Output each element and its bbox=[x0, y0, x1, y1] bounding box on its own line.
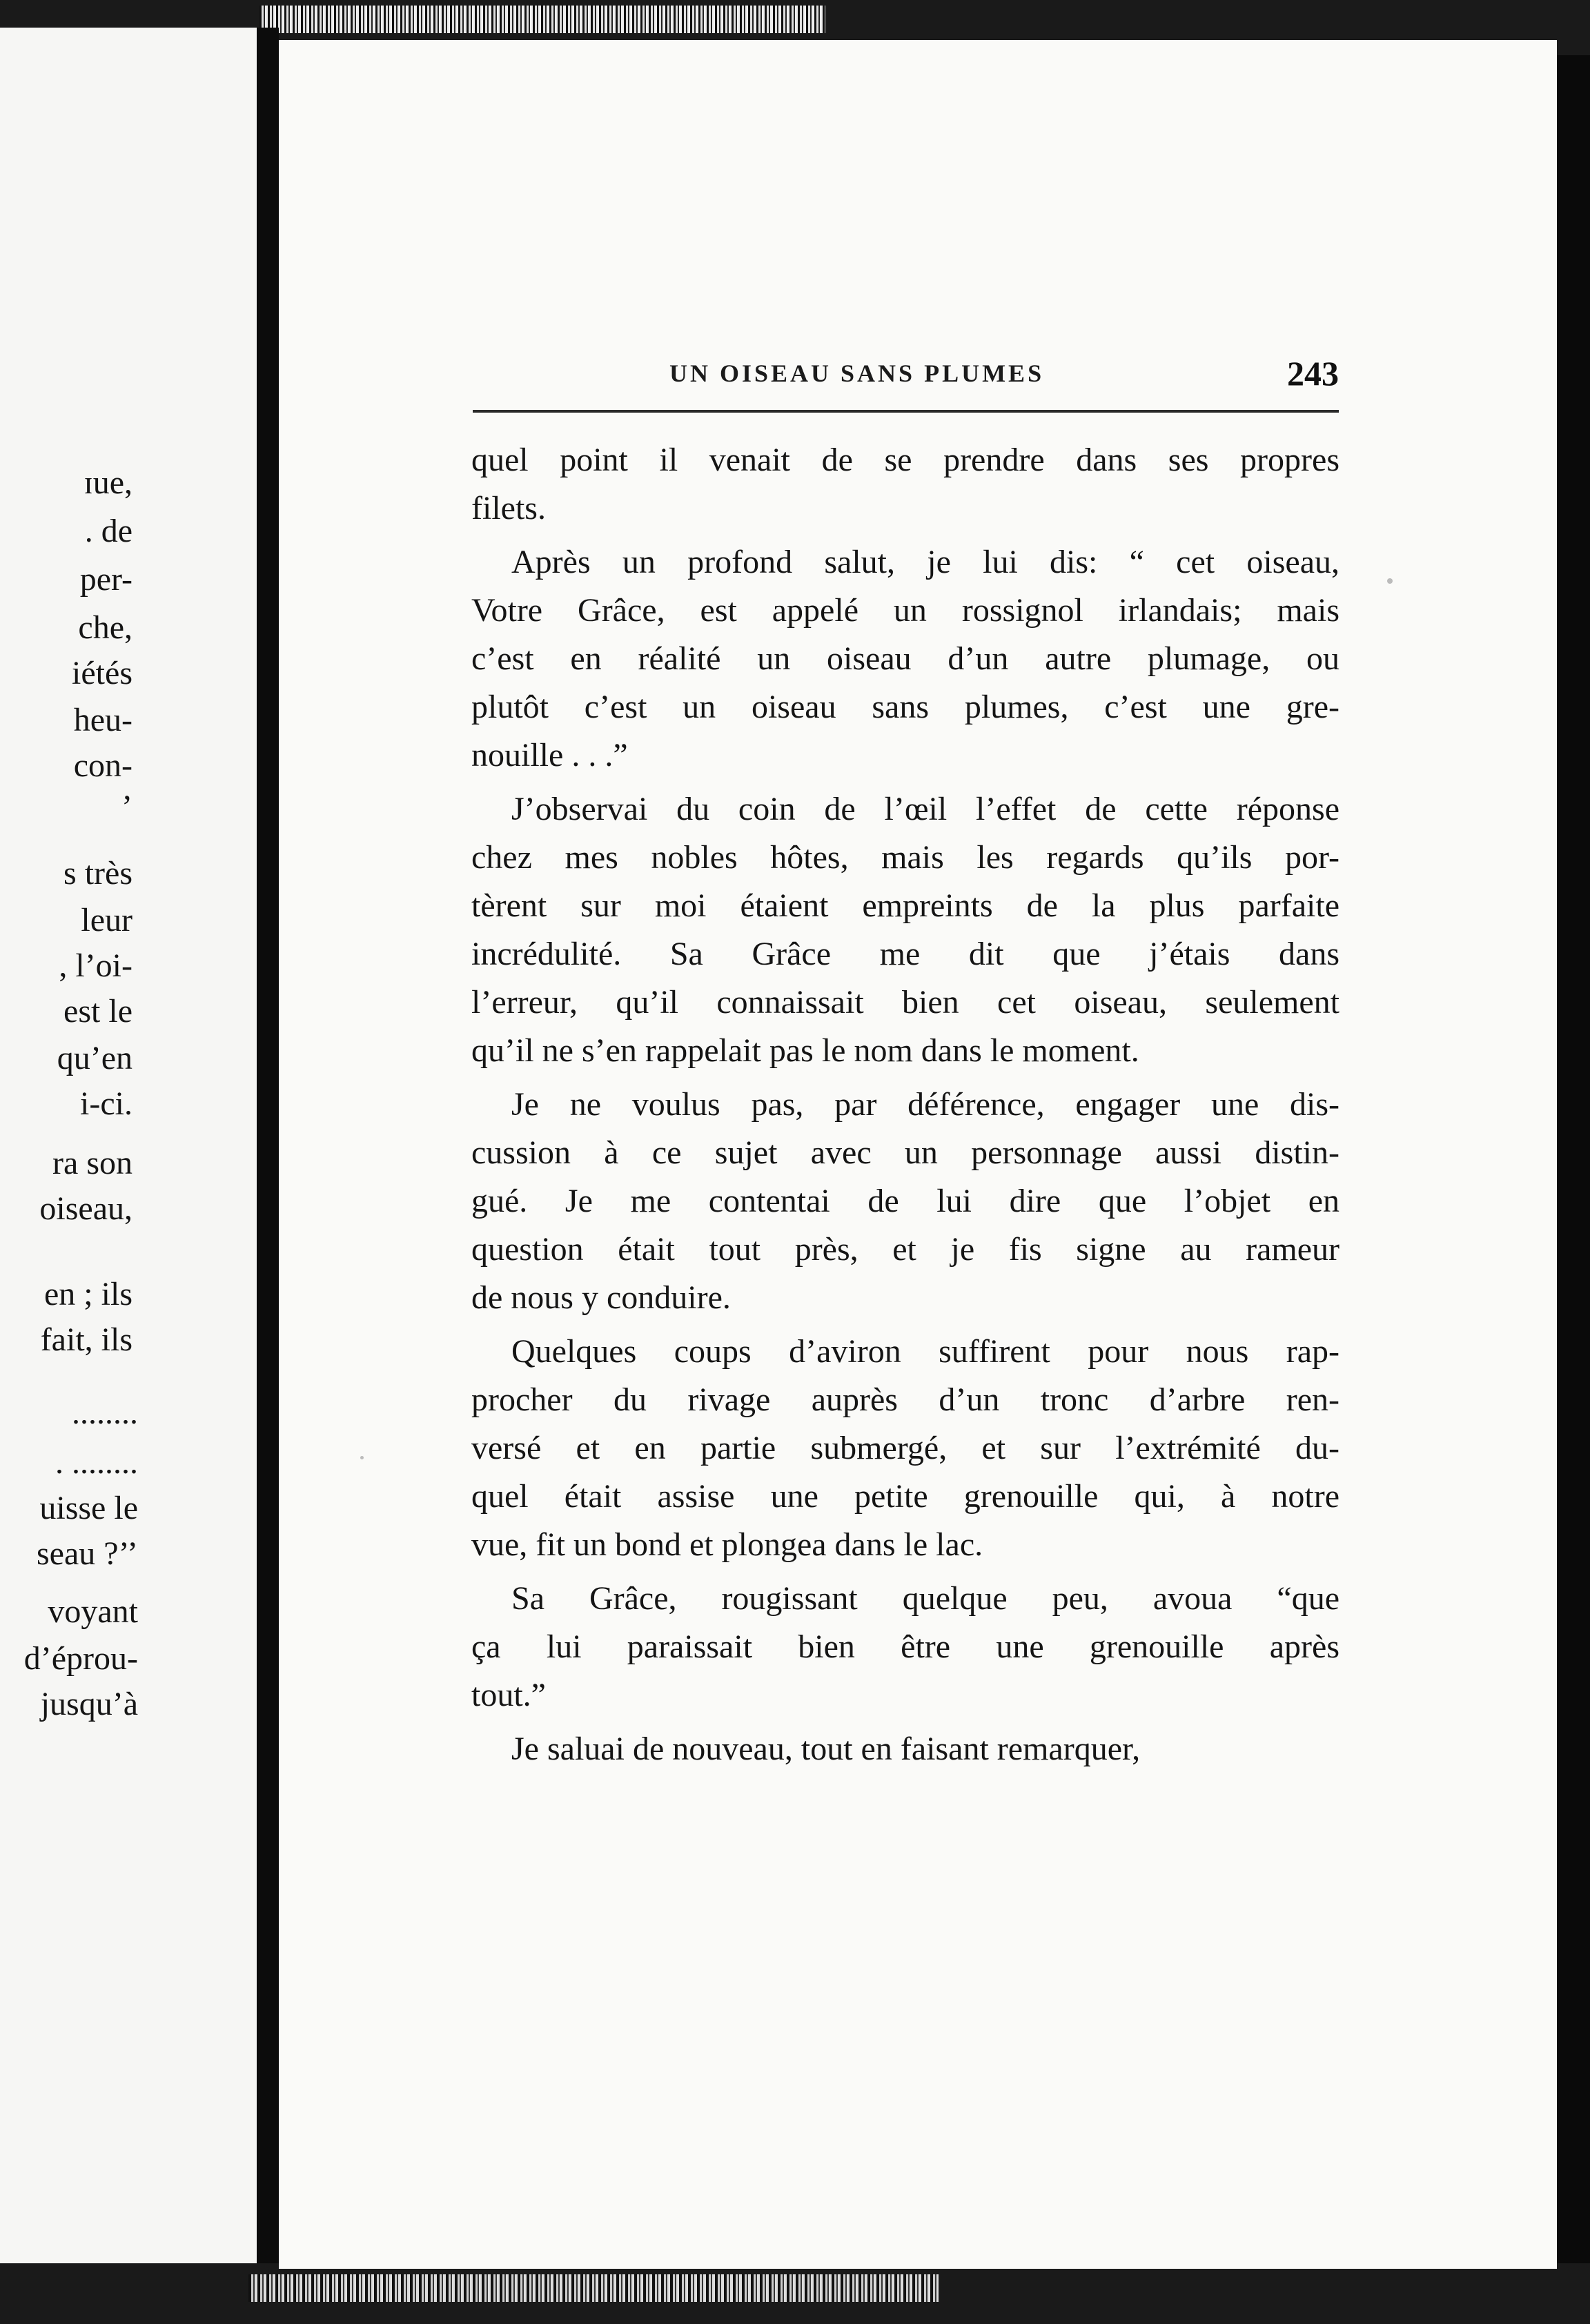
text-line: l’erreur, qu’il connaissait bien cet oiseau, seulement bbox=[471, 984, 1339, 1021]
left-page-fragment: ........ bbox=[72, 1395, 138, 1431]
text-line: vue, fit un bond et plongea dans le lac. bbox=[471, 1526, 983, 1563]
left-page-fragment: che, bbox=[78, 609, 132, 646]
header-rule bbox=[473, 410, 1339, 413]
text-line: qu’il ne s’en rappelait pas le nom dans le moment. bbox=[471, 1032, 1139, 1069]
paragraph bbox=[471, 436, 1339, 533]
text-line: de nous y conduire. bbox=[471, 1279, 731, 1316]
text-line: tèrent sur moi étaient empreints de la plus parfaite bbox=[471, 887, 1339, 924]
book-spine bbox=[257, 28, 279, 2263]
left-page-fragment: oiseau, bbox=[39, 1190, 132, 1227]
left-page-fragment: seau ?’’ bbox=[37, 1535, 138, 1572]
paragraph bbox=[471, 1081, 1339, 1322]
left-page-fragment: per- bbox=[79, 561, 132, 598]
paragraph bbox=[471, 785, 1339, 1075]
text-line: Votre Grâce, est appelé un rossignol irlandais; mais bbox=[471, 592, 1339, 629]
paragraph bbox=[471, 538, 1339, 780]
text-line: Après un profond salut, je lui dis: “ cet oiseau, bbox=[511, 544, 1339, 580]
scan-speck bbox=[1387, 578, 1393, 584]
text-line: procher du rivage auprès d’un tronc d’arbre ren- bbox=[471, 1381, 1339, 1418]
text-line: J’observai du coin de l’œil l’effet de cette réponse bbox=[511, 791, 1339, 827]
text-line: filets. bbox=[471, 490, 546, 526]
page-number: 243 bbox=[1287, 354, 1339, 393]
text-line: incrédulité. Sa Grâce me dit que j’étais dans bbox=[471, 936, 1339, 972]
text-line: Je saluai de nouveau, tout en faisant remarquer, bbox=[511, 1731, 1141, 1767]
text-line: Je ne voulus pas, par déférence, engager une dis- bbox=[511, 1086, 1339, 1123]
left-page-fragment: i-ci. bbox=[80, 1085, 132, 1122]
paragraph bbox=[471, 1725, 1339, 1773]
left-page-fragment: iétés bbox=[72, 655, 132, 691]
scan-bottom-edge bbox=[248, 2274, 939, 2302]
text-line: Quelques coups d’aviron suffirent pour nous rap- bbox=[511, 1333, 1339, 1370]
text-line: gué. Je me contentai de lui dire que l’objet en bbox=[471, 1183, 1339, 1219]
left-page-fragment: est le bbox=[63, 993, 132, 1030]
text-line: question était tout près, et je fis signe au rameur bbox=[471, 1231, 1339, 1268]
left-page-fragment: s très bbox=[63, 855, 132, 892]
page-header bbox=[473, 353, 1339, 395]
left-page-fragment: en ; ils bbox=[44, 1276, 132, 1312]
text-line: quel était assise une petite grenouille qui, à notre bbox=[471, 1478, 1339, 1515]
body-text bbox=[471, 436, 1339, 1779]
scan-speck bbox=[360, 1456, 364, 1459]
left-page-fragment: d’éprou- bbox=[23, 1640, 138, 1677]
scan-right-edge bbox=[1557, 55, 1590, 2263]
left-page-fragment: ɪue, bbox=[84, 464, 132, 501]
left-page bbox=[0, 28, 276, 2263]
left-page-fragment: leur bbox=[81, 902, 132, 938]
left-page-fragment: voyant bbox=[48, 1593, 138, 1630]
left-page-fragment: jusqu’à bbox=[40, 1686, 138, 1722]
left-page-fragment: uisse le bbox=[39, 1490, 138, 1526]
text-line: versé et en partie submergé, et sur l’extrémité du- bbox=[471, 1430, 1339, 1466]
left-page-fragment: con- bbox=[73, 747, 132, 784]
text-line: cussion à ce sujet avec un personnage aussi distin- bbox=[471, 1134, 1339, 1171]
text-line: ça lui paraissait bien être une grenouille après bbox=[471, 1628, 1339, 1665]
text-line: chez mes nobles hôtes, mais les regards qu’ils por- bbox=[471, 839, 1339, 876]
left-page-fragment: . ........ bbox=[55, 1444, 138, 1481]
scan-top-edge bbox=[259, 6, 825, 33]
left-page-fragment: . de bbox=[84, 513, 132, 549]
text-line: nouille . . .” bbox=[471, 737, 628, 774]
text-line: tout.” bbox=[471, 1677, 546, 1713]
paragraph bbox=[471, 1328, 1339, 1569]
text-line: quel point il venait de se prendre dans ses propres bbox=[471, 442, 1339, 478]
text-line: plutôt c’est un oiseau sans plumes, c’est une gre- bbox=[471, 689, 1339, 725]
left-page-fragment: ’ bbox=[121, 789, 132, 825]
paragraph bbox=[471, 1575, 1339, 1720]
left-page-fragment: ra son bbox=[52, 1145, 132, 1181]
running-title: UN OISEAU SANS PLUMES bbox=[669, 360, 1045, 387]
text-line: c’est en réalité un oiseau d’un autre plumage, ou bbox=[471, 640, 1339, 677]
left-page-fragment: heu- bbox=[73, 702, 132, 738]
left-page-fragment: qu’en bbox=[57, 1040, 132, 1076]
text-line: Sa Grâce, rougissant quelque peu, avoua “que bbox=[511, 1580, 1339, 1617]
left-page-fragment: fait, ils bbox=[40, 1321, 132, 1358]
left-page-fragment: , l’oi- bbox=[59, 947, 132, 984]
